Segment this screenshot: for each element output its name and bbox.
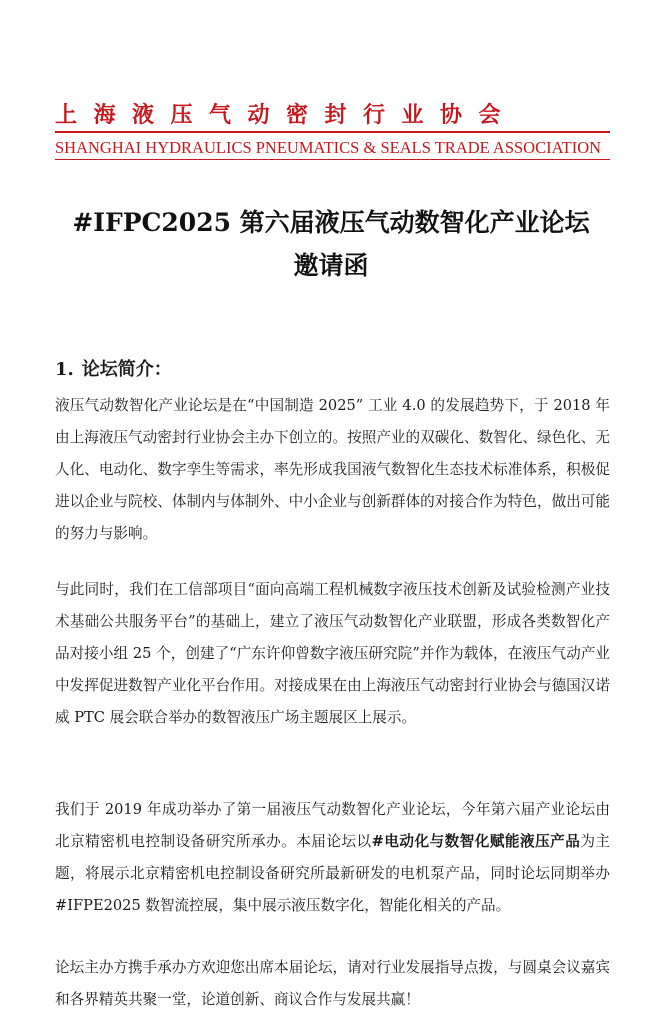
section-number: 1. [55, 359, 74, 380]
theme-highlight: #电动化与数智化赋能液压产品 [371, 833, 581, 850]
document-subtitle: 邀请函 [293, 251, 369, 280]
association-name-cn: 上海液压气动密封行业协会 [55, 102, 518, 128]
paragraph-theme-part2: 为主题，将展示北京精密机电控制设备研究所最新研发的电机泵产品，同时论坛同期举办#IFPE2025 数智流控展，集中展示液压数字化，智能化相关的产品。 [55, 833, 610, 914]
association-name-en: SHANGHAI HYDRAULICS PNEUMATICS & SEALS TRADE ASSOCIATION [55, 138, 602, 157]
paragraph-welcome: 论坛主办方携手承办方欢迎您出席本届论坛，请对行业发展指导点拨，与圆桌会议嘉宾和各界精英共聚一堂，论道创新、商议合作与发展共赢！ [55, 959, 610, 1008]
paragraph-forum-theme [55, 794, 610, 922]
document-title: #IFPC2025 第六届液压气动数智化产业论坛 [72, 208, 590, 237]
paragraph-platform: 与此同时，我们在工信部项目“面向高端工程机械数字液压技术创新及试验检测产业技术基础公共服务平台”的基础上，建立了液压气动数智化产业联盟，形成各类数智化产品对接小组 25 个，创建了“广东许仰曾数字液压研究院”并作为载体，在液压气动产业中发挥促进数智产业化平台作用。对接成果在由上海液压气动密封行业协会与德国汉诺威 PTC 展会联合举办的数智液压广场主题展区上展示。 [55, 581, 610, 726]
header-rule-thin [55, 159, 610, 160]
section-heading [55, 355, 172, 381]
paragraph-theme-part1: 我们于 2019 年成功举办了第一届液压气动数智化产业论坛，今年第六届产业论坛由北京精密机电控制设备研究所承办。本届论坛以 [55, 801, 610, 850]
header-rule-thick [55, 131, 610, 133]
paragraph-intro: 液压气动数智化产业论坛是在“中国制造 2025” 工业 4.0 的发展趋势下，于 2018 年由上海液压气动密封行业协会主办下创立的。按照产业的双碳化、数智化、绿色化、无人化、电动化、数字孪生等需求，率先形成我国液气数智化生态技术标准体系，积极促进以企业与院校、体制内与体制外、中小企业与创新群体的对接合作为特色，做出可能的努力与影响。 [55, 397, 610, 542]
section-heading-text: 论坛简介： [81, 359, 172, 380]
